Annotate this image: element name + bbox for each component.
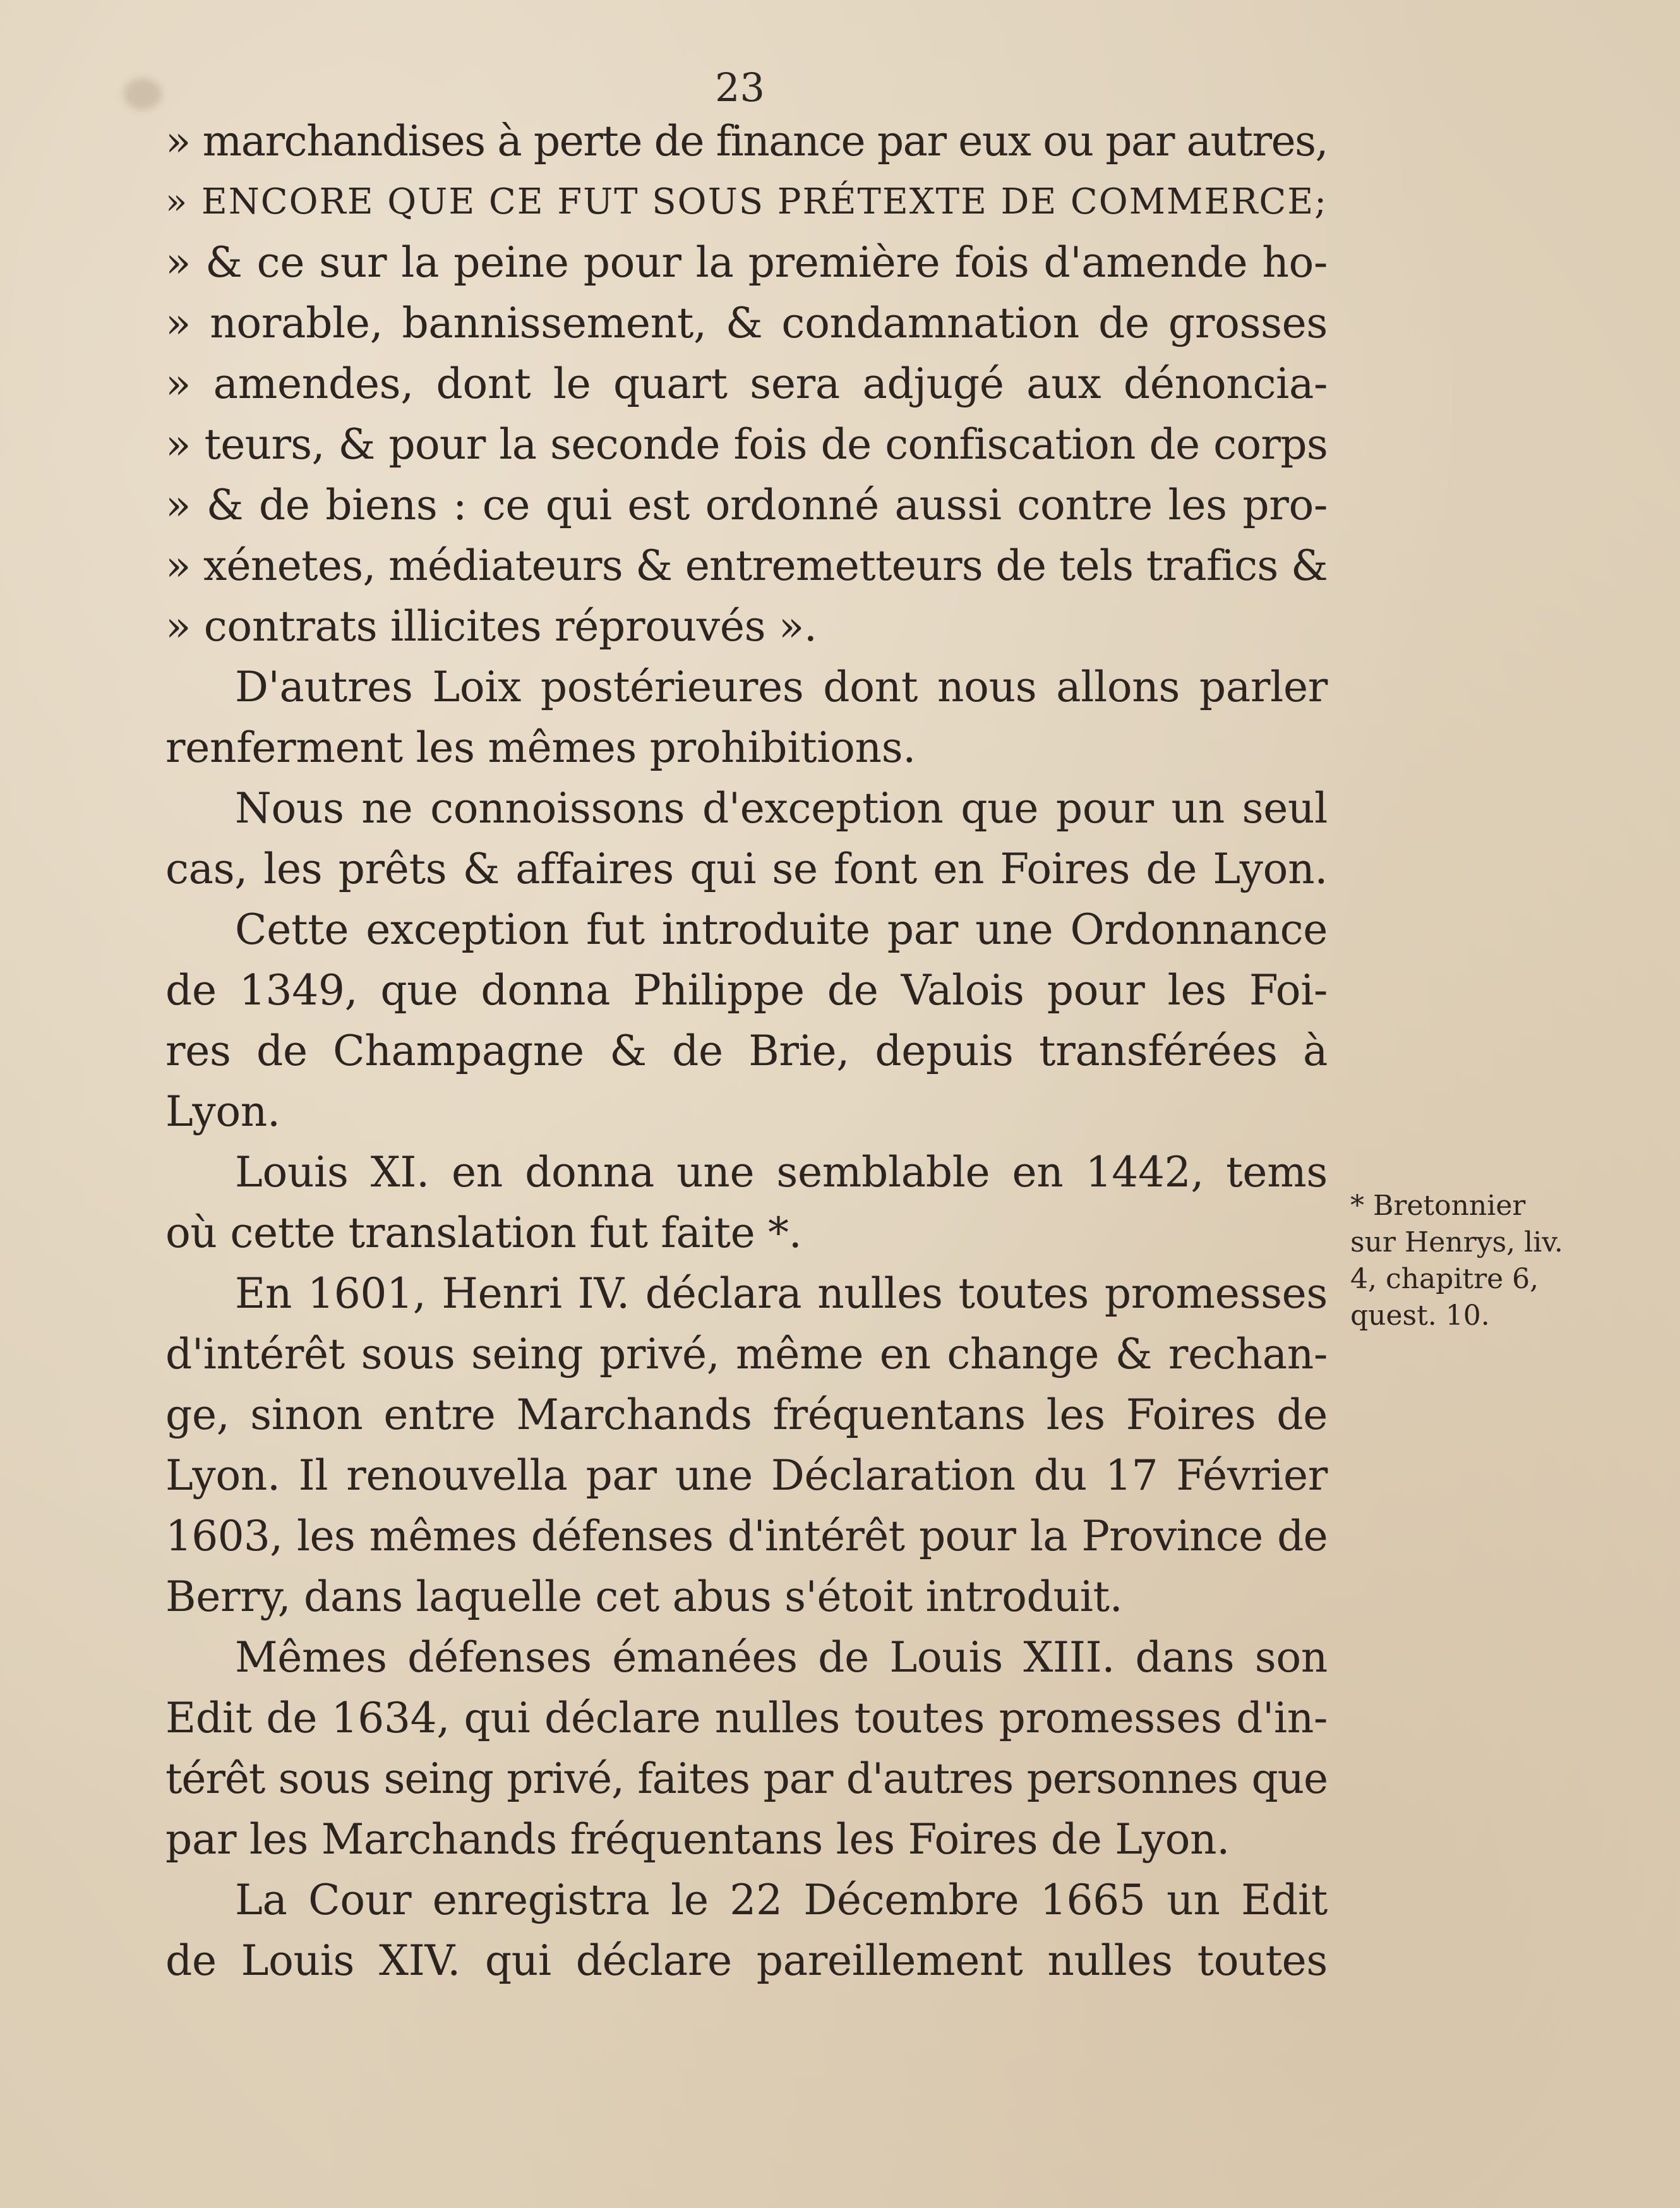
text-line: » & de biens : ce qui est ordonné aussi contre les pro-: [165, 481, 1328, 529]
text-line: » amendes, dont le quart sera adjugé aux dénoncia-: [165, 359, 1328, 408]
text-line: de 1349, que donna Philippe de Valois pour les Foi-: [165, 966, 1328, 1015]
text-line: Lyon. Il renouvella par une Déclaration du 17 Février: [165, 1451, 1328, 1500]
text-line: D'autres Loix postérieures dont nous allons parler: [235, 663, 1328, 711]
text-line: Edit de 1634, qui déclare nulles toutes promesses d'in-: [165, 1694, 1328, 1742]
text-line: Cette exception fut introduite par une Ordonnance: [235, 905, 1328, 954]
text-line: de Louis XIV. qui déclare pareillement nulles toutes: [165, 1936, 1328, 1985]
text-line: par les Marchands fréquentans les Foires de Lyon.: [165, 1815, 1230, 1864]
text-line: » & ce sur la peine pour la première fois d'amende ho-: [165, 238, 1328, 287]
text-line: » xénetes, médiateurs & entremetteurs de tels trafics &: [165, 541, 1328, 590]
text-line: » contrats illicites réprouvés ».: [165, 602, 817, 651]
page-number: 23: [715, 64, 765, 111]
text-line: » norable, bannissement, & condamnation de grosses: [165, 299, 1328, 347]
body-text: [165, 111, 1328, 1991]
text-line: Mêmes défenses émanées de Louis XIII. dans son: [235, 1633, 1328, 1682]
text-line: » ENCORE QUE CE FUT SOUS PRÉTEXTE DE COMMERCE;: [165, 181, 1328, 222]
text-line: La Cour enregistra le 22 Décembre 1665 un Edit: [235, 1876, 1328, 1924]
margin-note-line: sur Henrys, liv.: [1350, 1226, 1563, 1258]
margin-note-line: quest. 10.: [1350, 1300, 1490, 1332]
text-line: renferment les mêmes prohibitions.: [165, 723, 916, 772]
margin-note-line: 4, chapitre 6,: [1350, 1263, 1539, 1295]
text-line: » teurs, & pour la seconde fois de confiscation de corps: [165, 420, 1328, 469]
margin-note-line: * Bretonnier: [1350, 1190, 1526, 1222]
text-line: cas, les prêts & affaires qui se font en Foires de Lyon.: [165, 845, 1328, 893]
text-line: Nous ne connoissons d'exception que pour un seul: [235, 784, 1328, 833]
text-line: En 1601, Henri IV. déclara nulles toutes promesses: [235, 1269, 1328, 1318]
text-line: Lyon.: [165, 1087, 280, 1136]
text-line: térêt sous seing privé, faites par d'autres personnes que: [165, 1754, 1328, 1803]
text-line: Louis XI. en donna une semblable en 1442, tems: [235, 1148, 1328, 1197]
text-line: où cette translation fut faite *.: [165, 1209, 802, 1257]
text-line: res de Champagne & de Brie, depuis transférées à: [165, 1027, 1328, 1075]
text-line: 1603, les mêmes défenses d'intérêt pour la Province de: [165, 1512, 1328, 1560]
text-line: d'intérêt sous seing privé, même en change & rechan-: [165, 1330, 1328, 1378]
text-line: ge, sinon entre Marchands fréquentans les Foires de: [165, 1391, 1328, 1439]
ink-stain: [124, 78, 162, 110]
text-line: » marchandises à perte de finance par eux ou par autres,: [165, 117, 1328, 166]
text-line: Berry, dans laquelle cet abus s'étoit introduit.: [165, 1572, 1123, 1621]
margin-footnote: [1350, 1188, 1616, 1334]
